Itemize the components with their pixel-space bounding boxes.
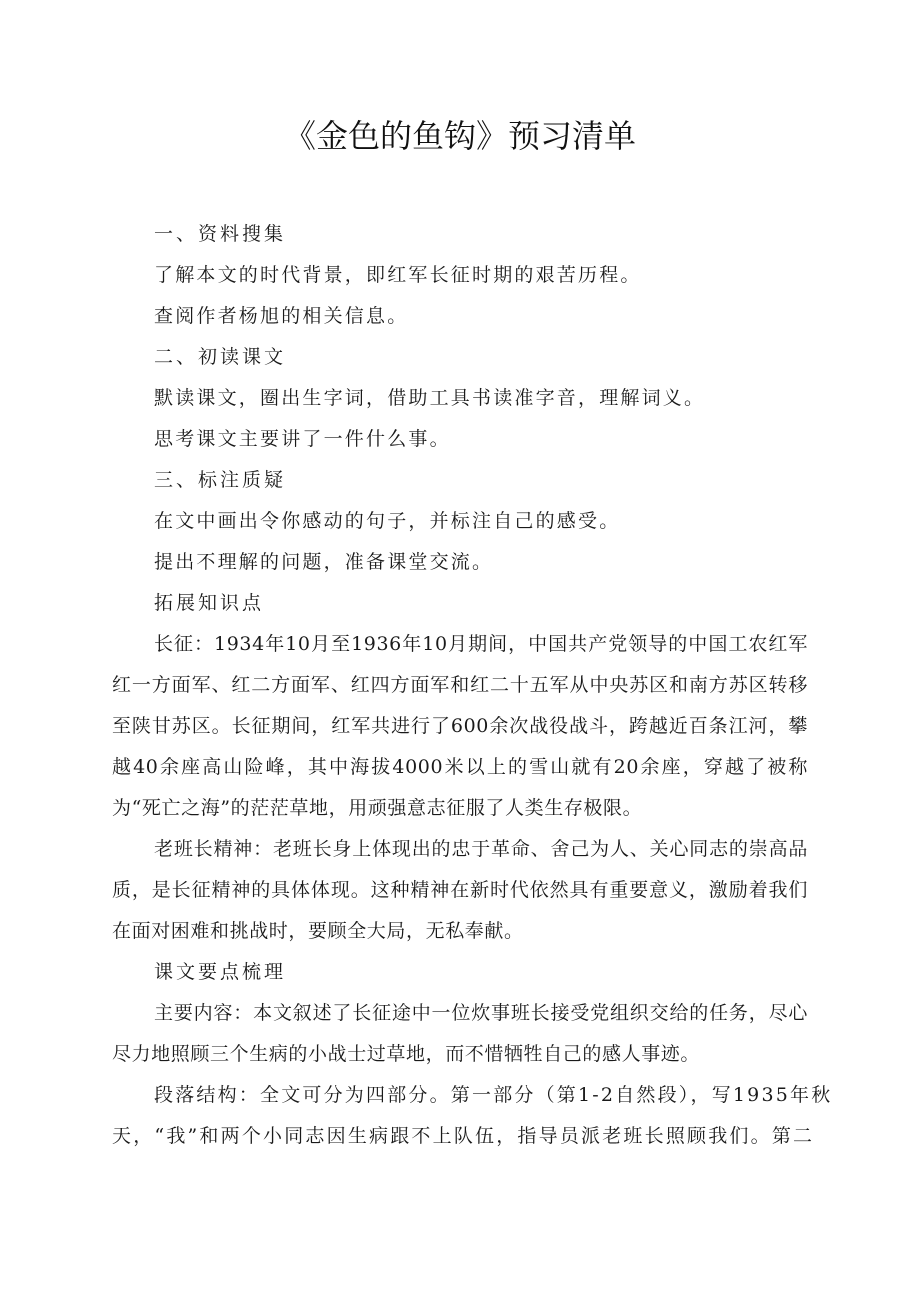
annotation-item-sentences: 在文中画出令你感动的句子，并标注自己的感受。 bbox=[154, 510, 621, 532]
section-heading-annotation: 三、标注质疑 bbox=[154, 469, 287, 491]
squad-leader-paragraph: 老班长精神：老班长身上体现出的忠于革命、舍己为人、关心同志的崇高品质，是长征精神的具体体现。这种精神在新时代依然具有重要意义，激励着我们在面对困难和挑战时，要顾全大局，无私奉献。 bbox=[112, 838, 808, 942]
outline-heading: 课文要点梳理 bbox=[154, 961, 287, 983]
annotation-item-questions: 提出不理解的问题，准备课堂交流。 bbox=[154, 551, 494, 573]
section-heading-materials: 一、资料搜集 bbox=[154, 223, 287, 245]
main-content-paragraph: 主要内容：本文叙述了长征途中一位炊事班长接受党组织交给的任务，尽心尽力地照顾三个生病的小战士过草地，而不惜牺牲自己的感人事迹。 bbox=[112, 1002, 808, 1065]
knowledge-heading: 拓展知识点 bbox=[154, 592, 265, 614]
materials-item-author: 查阅作者杨旭的相关信息。 bbox=[154, 305, 409, 327]
document-title: 《金色的鱼钩》预习清单 bbox=[283, 117, 636, 155]
structure-line-2: 天，“我”和两个小同志因生病跟不上队伍，指导员派老班长照顾我们。第二 bbox=[112, 1125, 815, 1147]
reading-item-words: 默读课文，圈出生字词，借助工具书读准字音，理解词义。 bbox=[154, 387, 706, 409]
structure-line-1: 段落结构：全文可分为四部分。第一部分（第1-2自然段），写1935年秋 bbox=[154, 1084, 833, 1106]
section-heading-first-reading: 二、初读课文 bbox=[154, 346, 287, 368]
long-march-paragraph: 长征：1934年10月至1936年10月期间，中国共产党领导的中国工农红军红一方面军、红二方面军、红四方面军和红二十五军从中央苏区和南方苏区转移至陕甘苏区。长征期间，红军共进行了600余次战役战斗，跨越近百条江河，攀越40余座高山险峰，其中海拔4000米以上的雪山就有20余座，穿越了被称为“死亡之海”的茫茫草地，用顽强意志征服了人类生存极限。 bbox=[112, 633, 808, 819]
document-body bbox=[112, 214, 833, 1157]
reading-item-summary: 思考课文主要讲了一件什么事。 bbox=[154, 428, 451, 450]
materials-item-background: 了解本文的时代背景，即红军长征时期的艰苦历程。 bbox=[154, 264, 642, 286]
